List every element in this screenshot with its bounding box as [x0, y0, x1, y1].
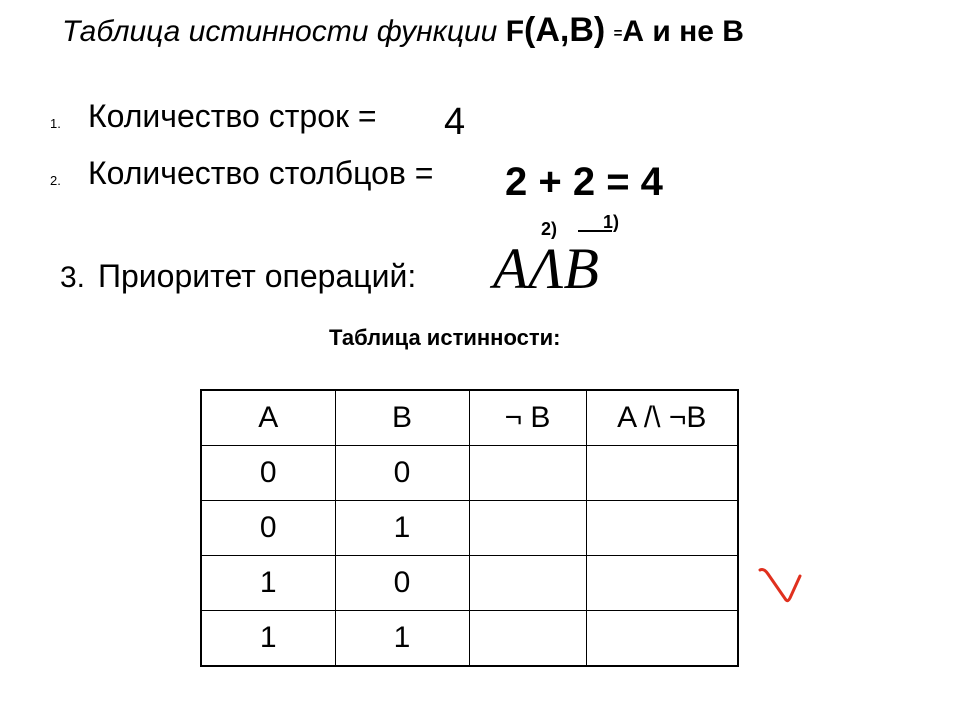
- item-3-number: [60, 258, 85, 298]
- table-header-row: [201, 390, 738, 446]
- header-b: B: [335, 390, 469, 446]
- item-3-text: Приоритет операций:: [98, 258, 417, 294]
- title-equals: =: [613, 25, 623, 42]
- item-2-text: Количество столбцов =: [88, 155, 434, 191]
- table-cell: 0: [201, 446, 335, 501]
- table-caption: Таблица истинности:: [329, 325, 561, 350]
- table-cell: 0: [201, 501, 335, 556]
- item-2-value: 2 + 2 = 4: [505, 160, 663, 204]
- title-prefix: Таблица истинности функции: [62, 15, 498, 48]
- item-1-value: 4: [444, 101, 466, 143]
- item-1-text: Количество строк =: [88, 98, 377, 134]
- table-row: [201, 556, 738, 611]
- table-cell: 1: [201, 556, 335, 611]
- red-check-mark-icon: [756, 562, 804, 606]
- table-cell: 0: [335, 446, 469, 501]
- title-function-name: F: [505, 15, 525, 48]
- table-row: [201, 611, 738, 667]
- item-3-number-text: 3.: [60, 261, 86, 294]
- header-not-b: ¬ B: [469, 390, 586, 446]
- table-cell: [586, 501, 738, 556]
- table-cell: [469, 446, 586, 501]
- table-row: [201, 501, 738, 556]
- header-a: A: [201, 390, 335, 446]
- table-row: [201, 446, 738, 501]
- truth-table: [200, 389, 739, 667]
- item-1-number: 1.: [50, 116, 61, 131]
- table-cell: 0: [335, 556, 469, 611]
- title-expression: А и не В: [622, 15, 744, 48]
- priority-label-first: 1): [603, 212, 620, 232]
- table-cell: [469, 556, 586, 611]
- item-2-number: 2.: [50, 173, 61, 188]
- table-cell: 1: [335, 501, 469, 556]
- title-function-args: (A,B): [524, 11, 606, 49]
- table-cell: [586, 611, 738, 667]
- header-a-and-not-b: A /\ ¬B: [586, 390, 738, 446]
- table-cell: [469, 501, 586, 556]
- priority-expression: AΛB: [493, 236, 599, 301]
- table-cell: 1: [335, 611, 469, 667]
- table-cell: 1: [201, 611, 335, 667]
- priority-label-second: 2): [541, 219, 558, 239]
- table-cell: [586, 556, 738, 611]
- table-cell: [586, 446, 738, 501]
- table-cell: [469, 611, 586, 667]
- slide-title: [62, 10, 744, 54]
